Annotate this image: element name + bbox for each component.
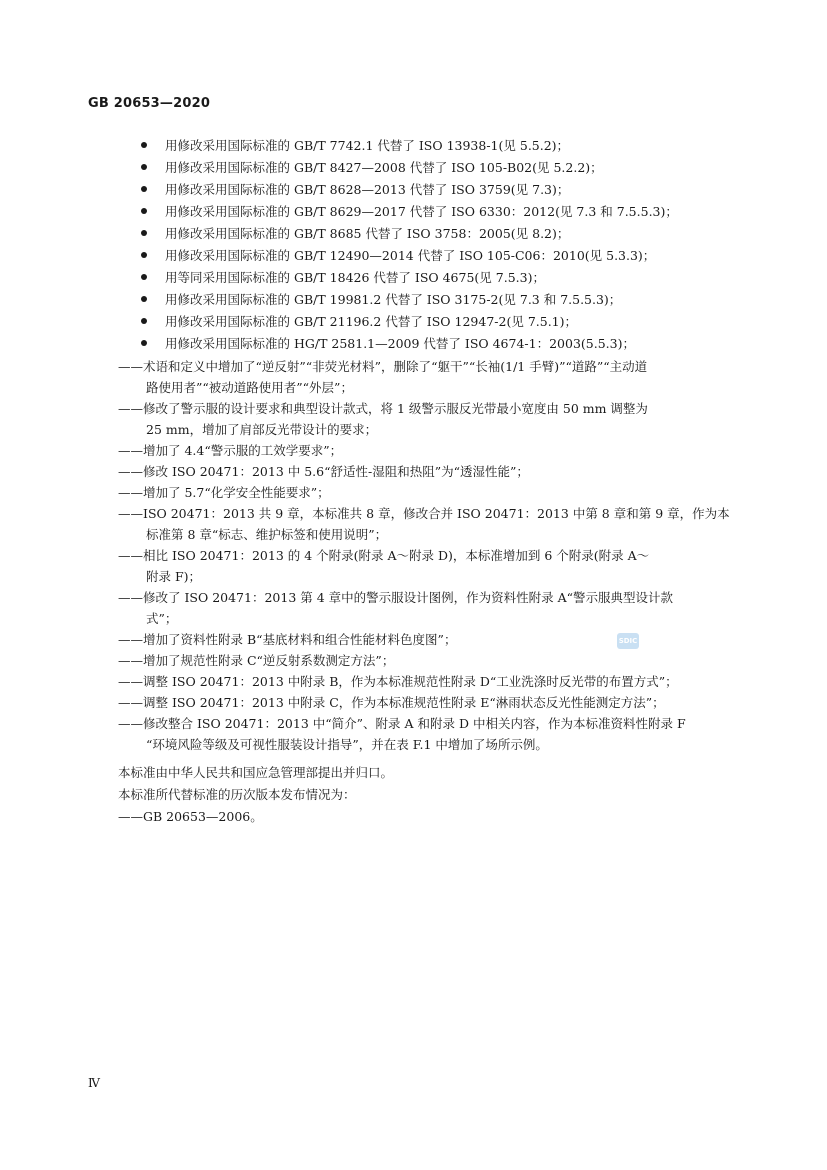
change-item-line: ——ISO 20471：2013 共 9 章，本标准共 8 章，修改合并 ISO 20471：2013 中第 8 章和第 9 章，作为本: [118, 506, 730, 521]
bullet-dot-icon: [141, 274, 147, 280]
change-item-continuation: 路使用者”“被动道路使用者”“外层”；: [146, 380, 353, 395]
change-item-line: ——相比 ISO 20471：2013 的 4 个附录(附录 A～附录 D)，本标准增加到 6 个附录(附录 A～: [118, 548, 650, 563]
change-item-line: ——修改了 ISO 20471：2013 第 4 章中的警示服设计图例，作为资料性附录 A“警示服典型设计款: [118, 590, 674, 605]
change-list: [118, 356, 730, 755]
bullet-dot-icon: [141, 142, 147, 148]
change-item-continuation: 附录 F)；: [146, 569, 202, 584]
change-item-line: ——调整 ISO 20471：2013 中附录 C，作为本标准规范性附录 E“淋雨状态反光性能测定方法”；: [118, 695, 665, 710]
change-item-line: ——增加了资料性附录 B“基底材料和组合性能材料色度图”；: [118, 632, 457, 647]
bullet-dot-icon: [141, 340, 147, 346]
change-item-continuation: 25 mm，增加了肩部反光带设计的要求；: [146, 422, 378, 437]
change-item-line: ——增加了 4.4“警示服的工效学要求”；: [118, 443, 343, 458]
standard-code-header: GB 20653—2020: [88, 96, 211, 111]
bullet-dot-icon: [141, 296, 147, 302]
change-item-line: ——增加了 5.7“化学安全性能要求”；: [118, 485, 330, 500]
change-item-line: ——增加了规范性附录 C“逆反射系数测定方法”；: [118, 653, 395, 668]
proposer-statement: 本标准由中华人民共和国应急管理部提出并归口。: [118, 765, 394, 780]
change-item-line: ——调整 ISO 20471：2013 中附录 B，作为本标准规范性附录 D“工业洗涤时反光带的布置方式”；: [118, 674, 678, 689]
history-item: ——GB 20653—2006。: [118, 809, 263, 824]
change-item-line: ——修改了警示服的设计要求和典型设计款式，将 1 级警示服反光带最小宽度由 50 mm 调整为: [118, 401, 648, 416]
history-intro: 本标准所代替标准的历次版本发布情况为：: [118, 787, 356, 802]
bullet-dot-icon: [141, 164, 147, 170]
change-item-continuation: “环境风险等级及可视性服装设计指导”，并在表 F.1 中增加了场所示例。: [146, 737, 548, 752]
page-number: Ⅳ: [88, 1076, 100, 1090]
change-item-line: ——修改整合 ISO 20471：2013 中“简介”、附录 A 和附录 D 中相关内容，作为本标准资料性附录 F: [118, 716, 686, 731]
bullet-dot-icon: [141, 252, 147, 258]
bullet-dot-icon: [141, 186, 147, 192]
bullet-dot-icon: [141, 230, 147, 236]
change-item-continuation: 标准第 8 章“标志、维护标签和使用说明”；: [146, 527, 388, 542]
bullet-dot-icon: [141, 318, 147, 324]
sdic-watermark-logo: SDIC: [617, 633, 639, 649]
change-item-line: ——修改 ISO 20471：2013 中 5.6“舒适性-湿阻和热阻”为“透湿性能”；: [118, 464, 529, 479]
bullet-dot-icon: [141, 208, 147, 214]
change-item-line: ——术语和定义中增加了“逆反射”“非荧光材料”，删除了“躯干”“长袖(1/1 手臂)”“道路”“主动道: [118, 359, 648, 374]
change-item-continuation: 式”；: [146, 611, 178, 626]
